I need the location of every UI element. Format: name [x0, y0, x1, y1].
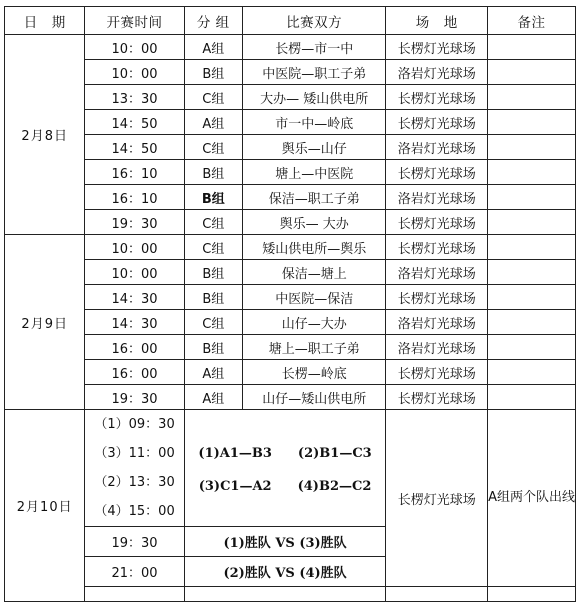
- time-cell: 16：00: [85, 360, 184, 385]
- match-cell: 塘上—职工子弟: [242, 335, 386, 360]
- note-cell: [488, 260, 576, 285]
- knockout-matches-cell: [184, 410, 386, 527]
- time-cell: 14：50: [85, 135, 184, 160]
- knockout-time: （2）13：30: [94, 475, 175, 490]
- final-match-cell: (1)胜队 VS (3)胜队: [184, 527, 386, 557]
- table-row: [5, 587, 576, 602]
- time-cell: 10：00: [85, 235, 184, 260]
- time-cell: 10：00: [85, 260, 184, 285]
- time-cell: 16：10: [85, 185, 184, 210]
- note-cell: [488, 310, 576, 335]
- knockout-time: （4）15：00: [94, 504, 175, 519]
- time-cell: 19：30: [85, 527, 184, 557]
- venue-cell: 长楞灯光球场: [386, 210, 488, 235]
- venue-cell: 长楞灯光球场: [386, 110, 488, 135]
- venue-cell: 长楞灯光球场: [386, 35, 488, 60]
- match-cell: 保洁—塘上: [242, 260, 386, 285]
- time-cell: 19：30: [85, 210, 184, 235]
- match-cell: 舆乐—山仔: [242, 135, 386, 160]
- group-cell: C组: [184, 135, 242, 160]
- note-cell: [488, 60, 576, 85]
- note-cell: [488, 185, 576, 210]
- venue-cell: 洛岩灯光球场: [386, 310, 488, 335]
- time-cell: 14：30: [85, 310, 184, 335]
- venue-cell: 长楞灯光球场: [386, 285, 488, 310]
- time-cell: 14：30: [85, 285, 184, 310]
- note-cell: [488, 385, 576, 410]
- group-cell: A组: [184, 35, 242, 60]
- schedule-table: [4, 6, 576, 602]
- date-cell: 2月9日: [5, 235, 85, 410]
- note-cell: [488, 210, 576, 235]
- group-cell: C组: [184, 235, 242, 260]
- venue-cell: 洛岩灯光球场: [386, 260, 488, 285]
- header-venue: 场 地: [386, 7, 488, 35]
- group-cell: A组: [184, 360, 242, 385]
- knockout-match-line: (3)C1—A2 (4)B2—C2: [198, 479, 372, 494]
- group-cell: B组: [184, 185, 242, 210]
- note-cell: [488, 360, 576, 385]
- match-cell: 长楞—岭底: [242, 360, 386, 385]
- note-cell: [488, 160, 576, 185]
- table-row: [5, 35, 576, 60]
- table-row: [5, 410, 576, 527]
- group-cell: A组: [184, 385, 242, 410]
- time-cell: 13：30: [85, 85, 184, 110]
- knockout-time: （3）11：00: [94, 446, 175, 461]
- knockout-match-line: (1)A1—B3 (2)B1—C3: [198, 446, 372, 461]
- note-cell: [488, 235, 576, 260]
- table-row: [5, 185, 576, 210]
- table-row: [5, 160, 576, 185]
- table-row: [5, 385, 576, 410]
- table-row: [5, 210, 576, 235]
- venue-cell: 长楞灯光球场: [386, 360, 488, 385]
- table-row: [5, 260, 576, 285]
- venue-cell: 洛岩灯光球场: [386, 185, 488, 210]
- venue-cell: 长楞灯光球场: [386, 85, 488, 110]
- group-cell: B组: [184, 60, 242, 85]
- empty-cell: [184, 587, 386, 602]
- time-cell: 19：30: [85, 385, 184, 410]
- date-cell: 2月8日: [5, 35, 85, 235]
- table-row: [5, 310, 576, 335]
- note-cell: [488, 285, 576, 310]
- empty-cell: [488, 587, 576, 602]
- group-cell: B组: [184, 160, 242, 185]
- time-cell: 10：00: [85, 35, 184, 60]
- venue-cell: 洛岩灯光球场: [386, 335, 488, 360]
- header-date: 日 期: [5, 7, 85, 35]
- table-row: [5, 360, 576, 385]
- table-row: [5, 60, 576, 85]
- match-cell: 塘上—中医院: [242, 160, 386, 185]
- match-cell: 长楞—市一中: [242, 35, 386, 60]
- time-cell: 21：00: [85, 557, 184, 587]
- group-cell: B组: [184, 285, 242, 310]
- note-cell: [488, 35, 576, 60]
- header-group: 分 组: [184, 7, 242, 35]
- knockout-time: （1）09：30: [94, 417, 175, 432]
- match-cell: 保洁—职工子弟: [242, 185, 386, 210]
- venue-cell: 长楞灯光球场: [386, 410, 488, 587]
- note-cell: [488, 85, 576, 110]
- table-row: [5, 135, 576, 160]
- knockout-times-cell: [85, 410, 184, 527]
- time-cell: 16：00: [85, 335, 184, 360]
- header-row: [5, 7, 576, 35]
- venue-cell: 长楞灯光球场: [386, 160, 488, 185]
- date-cell: 2月10日: [5, 410, 85, 602]
- table-row: [5, 235, 576, 260]
- venue-cell: 洛岩灯光球场: [386, 135, 488, 160]
- group-cell: A组: [184, 110, 242, 135]
- group-cell: B组: [184, 260, 242, 285]
- venue-cell: 洛岩灯光球场: [386, 60, 488, 85]
- empty-cell: [85, 587, 184, 602]
- empty-cell: [386, 587, 488, 602]
- match-cell: 中医院—职工子弟: [242, 60, 386, 85]
- match-cell: 山仔—大办: [242, 310, 386, 335]
- match-cell: 舆乐— 大办: [242, 210, 386, 235]
- group-cell: C组: [184, 85, 242, 110]
- header-teams: 比赛双方: [242, 7, 386, 35]
- time-cell: 10：00: [85, 60, 184, 85]
- match-cell: 矮山供电所—舆乐: [242, 235, 386, 260]
- group-cell: C组: [184, 210, 242, 235]
- match-cell: 中医院—保洁: [242, 285, 386, 310]
- table-row: [5, 110, 576, 135]
- venue-cell: 长楞灯光球场: [386, 235, 488, 260]
- note-cell: [488, 335, 576, 360]
- header-note: 备注: [488, 7, 576, 35]
- match-cell: 山仔—矮山供电所: [242, 385, 386, 410]
- time-cell: 14：50: [85, 110, 184, 135]
- table-row: [5, 335, 576, 360]
- table-row: [5, 85, 576, 110]
- time-cell: 16：10: [85, 160, 184, 185]
- header-start-time: 开赛时间: [85, 7, 184, 35]
- group-cell: C组: [184, 310, 242, 335]
- match-cell: 大办— 矮山供电所: [242, 85, 386, 110]
- table-row: [5, 285, 576, 310]
- group-cell: B组: [184, 335, 242, 360]
- note-cell: [488, 110, 576, 135]
- note-cell: [488, 135, 576, 160]
- venue-cell: 长楞灯光球场: [386, 385, 488, 410]
- final-match-cell: (2)胜队 VS (4)胜队: [184, 557, 386, 587]
- match-cell: 市一中—岭底: [242, 110, 386, 135]
- note-cell: A组两个队出线: [488, 410, 576, 587]
